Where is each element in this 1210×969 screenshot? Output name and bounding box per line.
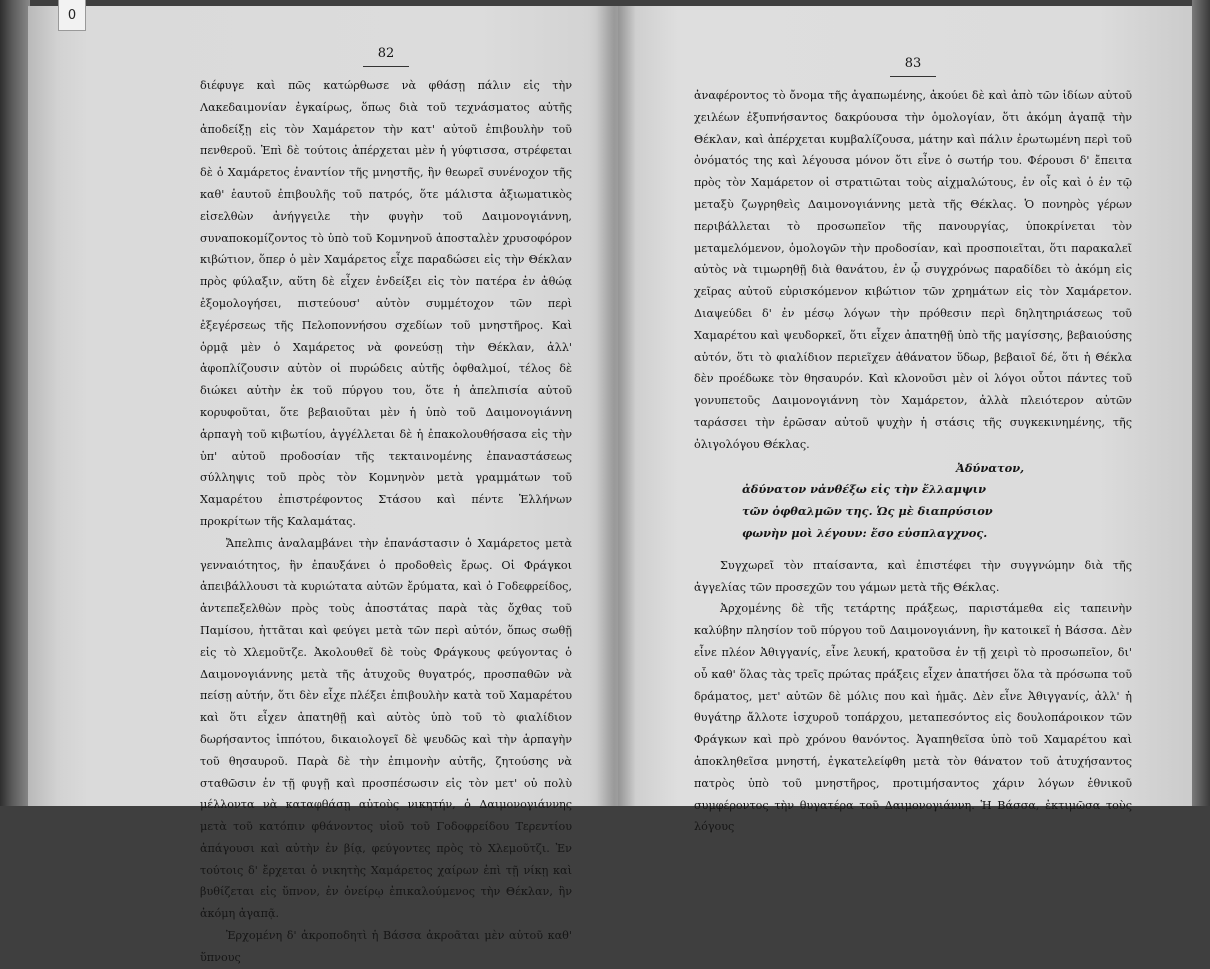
page-number-rule	[363, 66, 409, 67]
right-paragraph-3: Ἀρχομένης δὲ τῆς τετάρτης πράξεως, παριστάμεθα εἰς ταπεινὴν καλύβην πλησίον τοῦ πύργου τοῦ Δαιμονογιάννη, ἣν κατοικεῖ ἡ Βάσσα. Δὲν εἶνε πλέον Ἀθιγγανίς, εἶνε λευκή, κρατοῦσα ἐν τῇ χειρὶ τὸ προσωπεῖον, δι' οὗ καθ' ὅλας τὰς τρεῖς πρώτας πράξεις εἶχεν ἀπατήσει ὅλα τὰ πρόσωπα τοῦ δράματος, μετ' αὐτῶν δὲ μόλις που καὶ ἡμᾶς. Δὲν εἶνε Ἀθιγγανίς, ἀλλ' ἡ θυγάτηρ ἄλλοτε ἰσχυροῦ τοπάρχου, μεταπεσόντος εἰς δουλοπάροικον τῶν Φράγκων καὶ πρὸ χρόνου θανόντος. Ἀγαπηθεῖσα ὑπὸ τοῦ Χαμαρέτου καὶ ἀποκληθεῖσα μνηστή, ἐγκατελείφθη μετὰ τὸν θάνατον τοῦ ἀτυχήσαντος πατρὸς ὑπὸ τοῦ μνηστῆρος, προτιμήσαντος χάριν λόγων ἐθνικοῦ συμφέροντος τὴν θυγατέρα τοῦ Δαιμονογιάννη. Ἡ Βάσσα, ἐκτιμῶσα τοὺς λόγους	[694, 602, 1132, 834]
right-page	[618, 6, 1192, 834]
verse-quotation	[694, 458, 1132, 545]
left-page	[28, 6, 618, 964]
left-paragraph-1: διέφυγε καὶ πῶς κατώρθωσε νὰ φθάσῃ πάλιν εἰς τὴν Λακεδαιμονίαν ἐγκαίρως, ὅπως διὰ τοῦ τεχνάσματος αὐτῆς ἀποδείξῃ εἰς τὸν Χαμάρετον τὴν κατ' αὐτοῦ ἐπιβουλὴν τοῦ πενθεροῦ. Ἐπὶ δὲ τούτοις ἀπέρχεται μὲν ἡ γύφτισσα, στρέφεται δὲ ὁ Χαμάρετος ἐναντίον τῆς μνηστῆς, ἣν θεωρεῖ συνένοχον τῆς καθ' ἑαυτοῦ ἐπιβουλῆς τοῦ πατρός, ὅτε μάλιστα ἀξιωματικὸς εἰσελθὼν ἀνήγγειλε τὴν φυγὴν τοῦ Δαιμονογιάννη, συναποκομίζοντος τὸ ὑπὸ τοῦ Κομνηνοῦ ἀποσταλὲν χρυσοφόρον κιβώτιον, ὅπερ ὁ μὲν Χαμάρετος εἶχε παραδώσει εἰς τὴν Θέκλαν πρὸς φύλαξιν, αὕτη δὲ εἶχεν ἐνδείξει εἰς τὸν πατέρα ἐν ἀθώᾳ ἐξομολογήσει, πιστεύουσ' αὐτὸν συμμέτοχον τῶν περὶ ἐξεγέρσεως τῆς Πελοποννήσου σχεδίων τοῦ μνηστῆρος. Καὶ ὁρμᾷ μὲν ὁ Χαμάρετος νὰ φονεύσῃ τὴν Θέκλαν, ἀλλ' ἀφοπλίζουσιν αὐτὸν οἱ πυρώδεις αὐτῆς ὀφθαλμοί, τέλος δὲ διώκει αὐτὴν ἐκ τοῦ πύργου του, ὅτε ἡ ἀπελπισία αὐτοῦ κορυφοῦται, ὅτε βεβαιοῦται μὲν ἡ ὑπὸ τοῦ Δαιμονογιάννη ἁρπαγὴ τοῦ κιβωτίου, ἀγγέλλεται δὲ ἡ ἐπακολουθήσασα εἰς τὴν ὑπ' αὐτοῦ προδοσίαν τῆς τεκταινομένης ἐπαναστάσεως σύλληψις τοῦ πρὸς τὸν Κομνηνὸν μετὰ γραμμάτων τοῦ Χαμαρέτου ἐπιστρέφοντος Στάσου καὶ πέντε Ἑλλήνων προκρίτων τῆς Καλαμάτας.	[200, 79, 572, 528]
left-book-edge	[0, 0, 30, 806]
verse-line: φωνὴν μοὶ λέγουν: ἔσο εὐσπλαγχνος.	[742, 525, 988, 540]
right-book-edge	[1192, 0, 1210, 806]
page-number-left: 82	[377, 46, 395, 61]
verse-line: ἀδύνατον νἀνθέξω εἰς τὴν ἔλλαμψιν	[742, 482, 987, 497]
page-number-right: 83	[904, 56, 922, 71]
page-number-rule	[890, 76, 936, 77]
verse-line: τῶν ὀφθαλμῶν της. Ὡς μὲ διαπρύσιον	[742, 504, 993, 519]
left-paragraph-2: Ἄπελπις ἀναλαμβάνει τὴν ἐπανάστασιν ὁ Χαμάρετος μετὰ γενναιότητος, ἣν ἐπαυξάνει ὁ προδοθεὶς ἔρως. Οἱ Φράγκοι ἀπειβάλλουσι τὰ κυριώτατα αὐτῶν ἔρύματα, καὶ ὁ Γοδεφρείδος, ἀντεπεξελθὼν πρὸς τοὺς ἀποστάτας παρὰ τὰς ὄχθας τοῦ Παμίσου, ἡττᾶται καὶ φεύγει μετὰ τῶν περὶ αὐτόν, ὅπως σωθῇ εἰς τὸ Χλεμοῦτζε. Ἀκολουθεῖ δὲ τοὺς Φράγκους φεύγοντας ὁ Δαιμονογιάννης μετὰ τῆς ἀτυχοῦς θυγατρός, προσπαθῶν νὰ πείσῃ αὐτήν, ὅτι δὲν εἶχε πλέξει ἐπιβουλὴν κατὰ τοῦ Χαμαρέτου καὶ ὅτι εἶχεν ἀπατηθῇ καὶ αὐτὸς ὑπὸ τοῦ τὸ φιαλίδιον δωρήσαντος ἱππότου, δικαιολογεῖ δὲ ψευδῶς καὶ τὴν ἁρπαγὴν τοῦ θησαυροῦ. Παρὰ δὲ τὴν ἐπιμονὴν αὐτῆς, ζητούσης νὰ σταθῶσιν ἐν τῇ φυγῇ καὶ προσπέσωσιν εἰς τὸν μετ' οὐ πολὺ μέλλοντα νὰ καταφθάσῃ αὐτοὺς νικητήν, ὁ Δαιμονογιάννης μετὰ τοῦ κατόπιν φθάνοντος υἱοῦ τοῦ Γοδοφρείδου Τερεντίου ἀπάγουσι καὶ αὐτὴν ἐν βίᾳ, φεύγοντες πρὸς τὸ Χλεμοῦτζι. Ἐν τούτοις δ' ἔρχεται ὁ νικητὴς Χαμάρετος χαίρων ἐπὶ τῇ νίκῃ καὶ βυθίζεται εἰς ὕπνον, ἐν ὀνείρῳ ἐπικαλούμενος τὴν Θέκλαν, ἣν ἀκόμη ἀγαπᾷ.	[200, 536, 572, 921]
left-paragraph-3: Ἐρχομένη δ' ἀκροποδητὶ ἡ Βάσσα ἀκροᾶται μὲν αὐτοῦ καθ' ὕπνους	[200, 929, 572, 964]
right-paragraph-2: Συγχωρεῖ τὸν πταίσαντα, καὶ ἐπιστέφει τὴν συγγνώμην διὰ τῆς ἀγγελίας τῶν προσεχῶν του γάμων μετὰ τῆς Θέκλας.	[694, 558, 1132, 594]
corner-tab: 0	[58, 0, 86, 31]
right-paragraph-1: ἀναφέροντος τὸ ὄνομα τῆς ἀγαπωμένης, ἀκούει δὲ καὶ ἀπὸ τῶν ἰδίων αὐτοῦ χειλέων ἐξυπνήσαντος δακρύουσα τὴν ὁμολογίαν, ὅτι ἀκόμη ἀγαπᾷ τὴν Θέκλαν, καὶ ἀπέρχεται κυμβαλίζουσα, μάτην καὶ πάλιν ἐρωτωμένη περὶ τοῦ ὀνόματός της καὶ λέγουσα μόνον ὅτι εἶνε ὁ σωτήρ του. Φέρουσι δ' ἔπειτα πρὸς τὸν Χαμάρετον οἱ στρατιῶται τοὺς αἰχμαλώτους, ἐν οἷς καὶ ὁ ἐν τῷ μεταξὺ ζωγρηθεὶς Δαιμονογιάννης μετὰ τῆς Θέκλας. Ὁ πονηρὸς γέρων περιβάλλεται τὸ προσωπεῖον τῆς πανουργίας, ὑποκρίνεται τὸν μεταμελόμενον, ὁμολογῶν τὴν προδοσίαν, καὶ προσποιεῖται, ὅτι παρακαλεῖ αὐτὸς νὰ τιμωρηθῇ διὰ θανάτου, ἐν ᾧ συγχρόνως παραδίδει τὸ ἀκόμη εἰς χεῖρας αὐτοῦ εὑρισκόμενον κιβώτιον τῶν χρημάτων εἰς τὸν Χαμάρετον. Διαψεύδει δ' ἐν μέσῳ λόγων τὴν πρόθεσιν περὶ δηλητηριάσεως τοῦ Χαμαρέτου καὶ ψευδορκεῖ, ὅτι εἶχεν ἀπατηθῇ ὑπὸ τῆς μαγίσσης, βεβαιούσης αὐτόν, ὅτι τὸ φιαλίδιον περιεῖχεν ἀθάνατον ὕδωρ, βεβαιοῖ δέ, ὅτι ἡ Θέκλα δὲν προέδωκε τὸν θησαυρόν. Καὶ κλονοῦσι μὲν οἱ λόγοι οὗτοι πάντες τοῦ γονυπετοῦς Δαιμονογιάννη τὸν Χαμάρετον, ἀλλὰ πλειότερον αὐτῶν ταράσσει τὴν ἐρῶσαν αὐτοῦ ψυχὴν ἡ στάσις τῆς συγκεκινημένης, τῆς ὀλιγολόγου Θέκλας.	[694, 89, 1132, 451]
verse-line: Ἀδύνατον,	[956, 460, 1025, 475]
